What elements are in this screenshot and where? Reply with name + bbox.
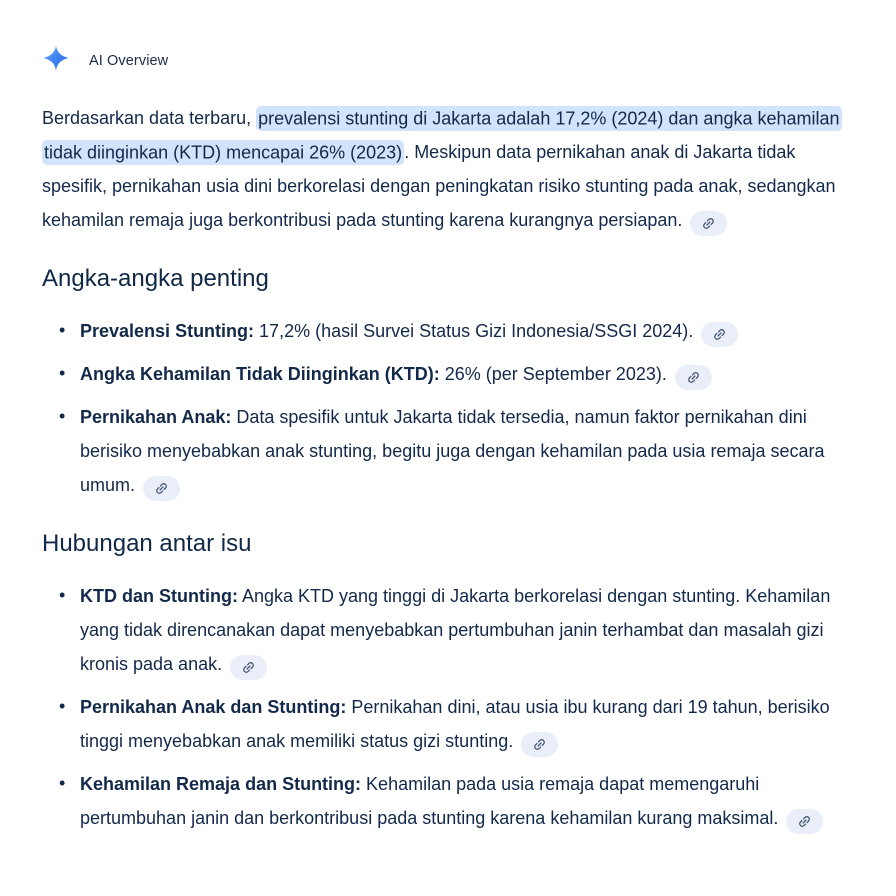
highlighted-claim[interactable]: prevalensi stunting di Jakarta adalah 17,2% (2024) dan angka kehamilan tidak diinginkan (KTD) mencapai 26% (2023) [42,106,842,165]
item-label: Angka Kehamilan Tidak Diinginkan (KTD): [80,364,440,384]
ai-overview-header [42,44,858,77]
item-text: 26% (per September 2023). [439,364,667,384]
list-item [42,400,858,502]
link-icon [532,737,547,752]
intro-text-post: . Meskipun data pernikahan anak di Jakarta tidak spesifik, pernikahan usia dini berkorelasi dengan peningkatan risiko stunting pada anak, sedangkan kehamilan remaja juga berkontribusi pada stunting karena kurangnya persiapan. [42,142,836,230]
ai-overview-label: AI Overview [89,52,169,69]
link-icon [712,327,727,342]
list-item [42,314,858,348]
link-icon [154,481,169,496]
item-label: Pernikahan Anak: [80,407,232,427]
citation-link-button[interactable] [521,732,558,757]
link-icon [701,216,716,231]
item-label: Kehamilan Remaja dan Stunting: [80,774,362,794]
link-icon [241,660,256,675]
citation-link-button[interactable] [675,365,712,390]
list-item [42,690,858,758]
item-label: KTD dan Stunting: [80,586,238,606]
item-text: Angka KTD yang tinggi di Jakarta berkorelasi dengan stunting. Kehamilan yang tidak direncanakan dapat menyebabkan pertumbuhan janin terhambat dan masalah gizi kronis pada anak. [80,586,831,674]
key-figures-list [42,314,858,502]
item-text: Data spesifik untuk Jakarta tidak tersedia, namun faktor pernikahan dini berisiko menyebabkan anak stunting, begitu juga dengan kehamilan pada usia remaja secara umum. [80,407,825,495]
link-icon [686,370,701,385]
section-title-angka-penting: Angka-angka penting [42,265,269,292]
ai-sparkle-icon [42,44,70,77]
link-icon [797,814,812,829]
citation-link-button[interactable] [786,809,823,834]
list-item [42,357,858,391]
item-label: Prevalensi Stunting: [80,321,255,341]
list-item [42,767,858,835]
item-text: 17,2% (hasil Survei Status Gizi Indonesia/SSGI 2024). [254,321,694,341]
intro-paragraph [42,101,858,237]
intro-text-pre: Berdasarkan data terbaru, [42,108,257,128]
citation-link-button[interactable] [701,322,738,347]
citation-link-button[interactable] [143,476,180,501]
item-label: Pernikahan Anak dan Stunting: [80,697,347,717]
section-title-hubungan-isu: Hubungan antar isu [42,530,252,557]
item-text: Kehamilan pada usia remaja dapat memengaruhi pertumbuhan janin dan berkontribusi pada stunting karena kehamilan kurang maksimal. [80,774,779,828]
item-text: Pernikahan dini, atau usia ibu kurang dari 19 tahun, berisiko tinggi menyebabkan anak memiliki status gizi stunting. [80,697,830,751]
citation-link-button[interactable] [230,655,267,680]
list-item [42,579,858,681]
relations-list [42,579,858,835]
citation-link-button[interactable] [690,211,727,236]
